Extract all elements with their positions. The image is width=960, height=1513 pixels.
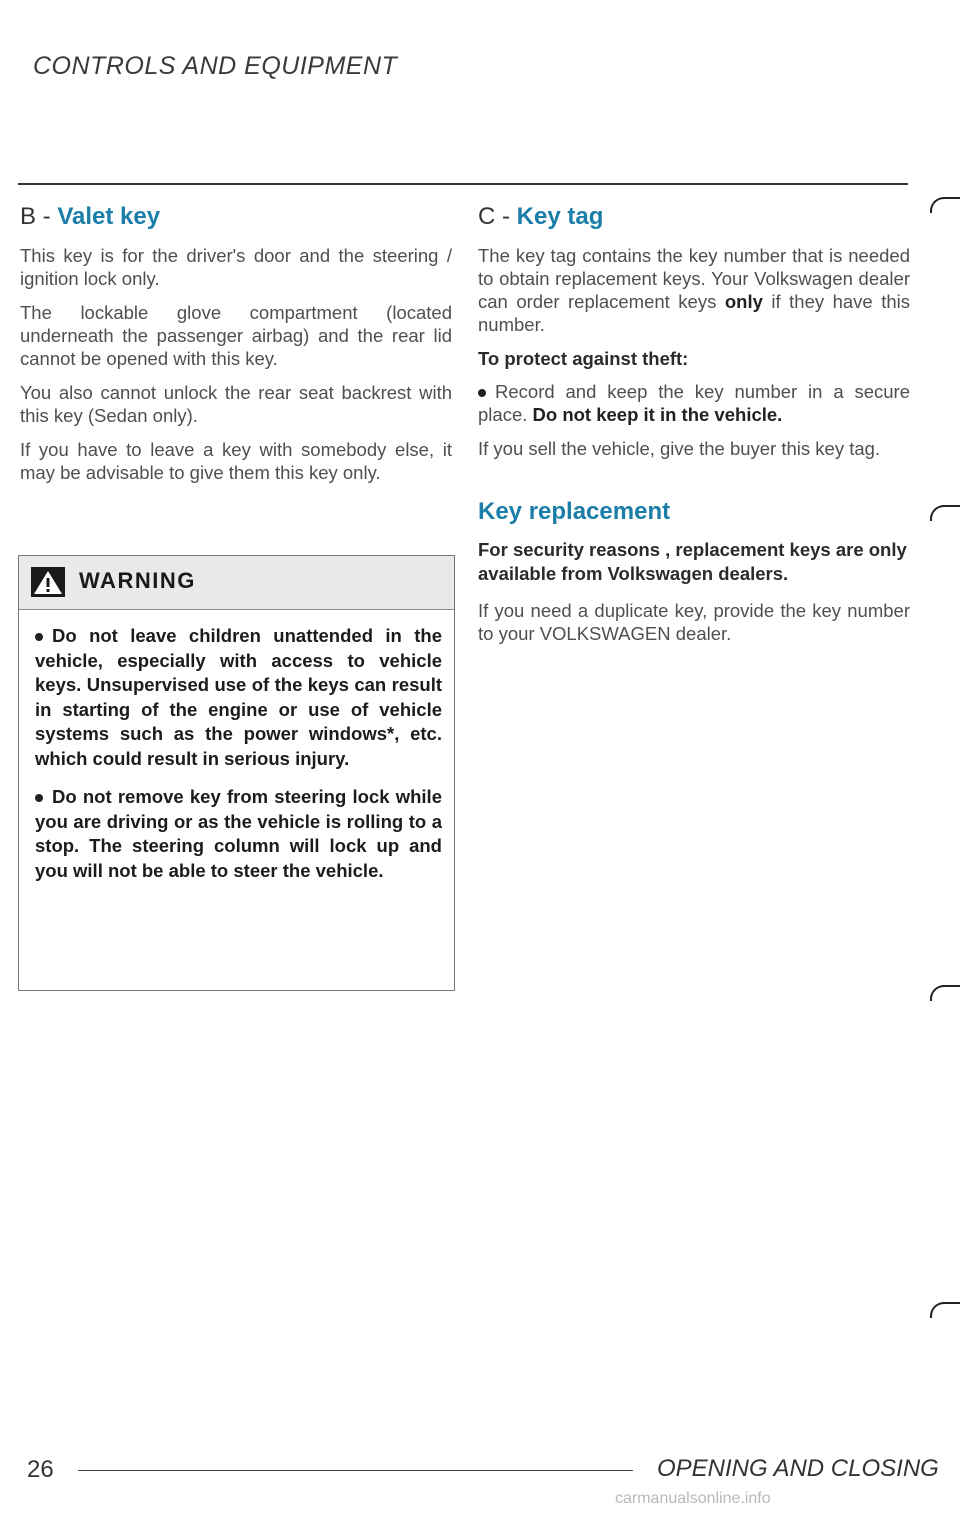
key-replacement-heading: Key replacement [478,498,671,525]
theft-subheading: To protect against theft: [478,348,689,369]
key-tag-heading-prefix: C - [478,203,510,230]
sell-paragraph: If you sell the vehicle, give the buyer this key tag. [478,438,881,459]
replacement-emphasis: For security reasons , replacement keys are only available from Volkswagen dealers. [478,539,907,584]
key-tag-intro-text-end: if they have this number. [478,291,911,335]
key-tag-intro-text: The key tag contains the key number that is needed to obtain replacement keys. Your Volkswagen dealer can order replacement keys [478,245,910,312]
header-divider [18,183,908,185]
right-column [478,203,910,656]
key-tag-intro [478,244,910,336]
theft-bullet-text: Record and keep the key number in a secure place. [478,381,910,425]
bullet-icon [478,389,486,397]
key-tag-heading [478,203,910,231]
warning-item-text: Do not remove key from steering lock while you are driving or as the vehicle is rolling to a stop. The steering column will lock up and you will not be able to steer the vehicle. [35,786,442,881]
theft-bullet [478,380,910,426]
edge-tab-mark [930,1302,960,1318]
valet-key-heading-text: Valet key [57,203,161,230]
warning-triangle-icon [31,567,65,597]
replacement-paragraph: If you need a duplicate key, provide the key number to your VOLKSWAGEN dealer. [478,600,910,644]
left-column [20,203,452,495]
warning-label: WARNING [79,568,196,593]
edge-tab-mark [930,197,960,213]
footer-section-title: OPENING AND CLOSING [657,1455,939,1482]
valet-paragraph: You also cannot unlock the rear seat backrest with this key (Sedan only). [20,382,452,426]
valet-key-heading-prefix: B - [20,203,51,230]
warning-item [35,785,442,883]
bullet-icon [35,633,43,641]
warning-item-text: Do not leave children unattended in the vehicle, especially with access to vehicle keys. Unsupervised use of the keys can result in starting of the engine or use of vehicle systems such as the power windows*, etc. which could result in serious injury. [35,625,442,769]
warning-box [18,555,455,991]
edge-tab-mark [930,505,960,521]
key-tag-heading-text: Key tag [516,203,604,230]
watermark-text: carmanualsonline.info [615,1490,771,1507]
valet-key-heading [20,203,452,231]
valet-paragraph: The lockable glove compartment (located underneath the passenger airbag) and the rear lid cannot be opened with this key. [20,302,452,369]
warning-item [35,624,442,771]
warning-header [19,556,454,610]
bullet-icon [35,794,43,802]
valet-paragraph: This key is for the driver's door and the steering / ignition lock only. [20,245,452,289]
page-header-title: CONTROLS AND EQUIPMENT [33,52,398,80]
edge-tab-mark [930,985,960,1001]
footer-divider [78,1470,633,1471]
page-number: 26 [27,1456,54,1483]
valet-paragraph: If you have to leave a key with somebody else, it may be advisable to give them this key only. [20,439,452,483]
theft-bullet-emphasis: Do not keep it in the vehicle. [532,404,783,425]
key-tag-intro-emphasis: only [724,291,763,312]
warning-body [19,610,454,883]
